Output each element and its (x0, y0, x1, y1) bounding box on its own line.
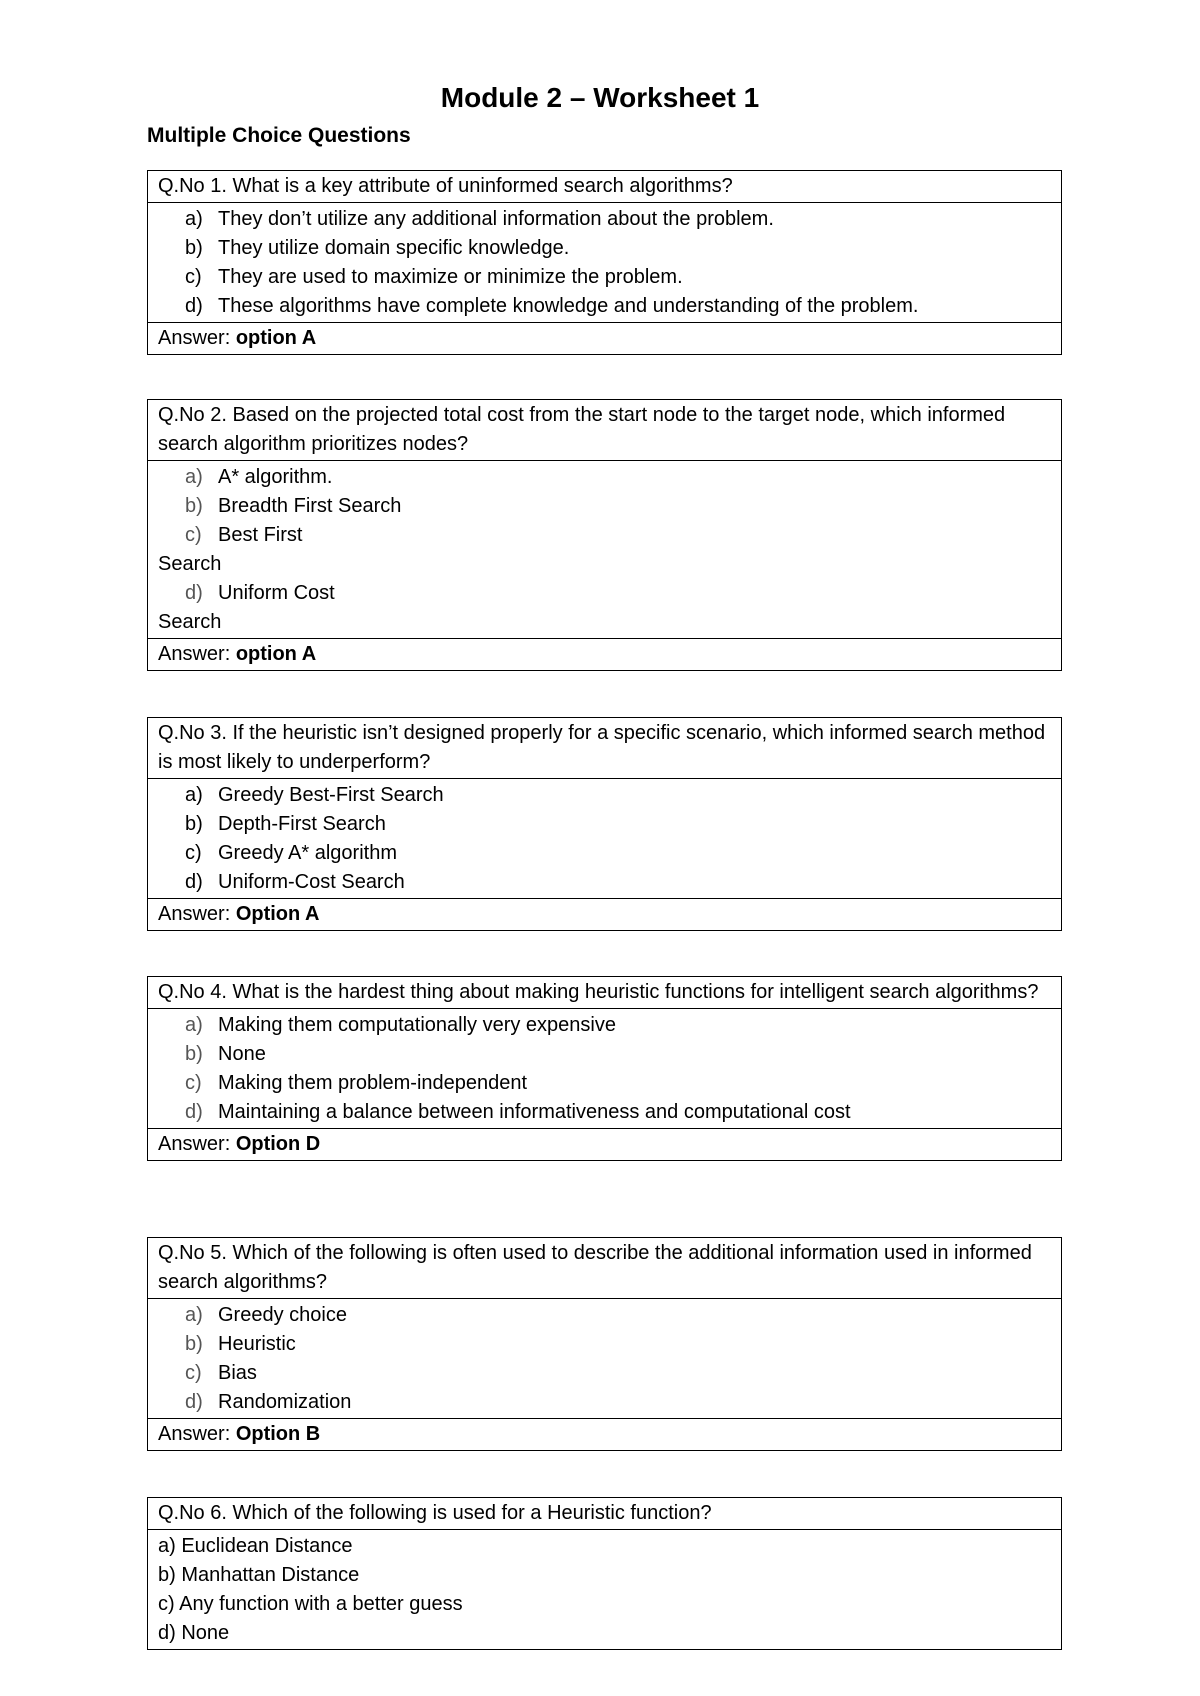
question-text: Q.No 5. Which of the following is often used to describe the additional information used in informed search algorithms? (148, 1238, 1061, 1299)
options-list (148, 1530, 1061, 1649)
answer-label: Answer: (158, 903, 236, 925)
option-letter: d) (185, 582, 203, 604)
option-letter: b) (185, 495, 203, 517)
option-letter: a) (185, 1014, 203, 1036)
question-block-2 (147, 399, 1062, 671)
option-text: A* algorithm. (218, 466, 333, 488)
option-text: Making them computationally very expensive (218, 1014, 616, 1036)
option-item (158, 263, 1051, 292)
option-letter: c) (185, 524, 202, 546)
options-list (148, 1009, 1061, 1128)
question-text: Q.No 4. What is the hardest thing about making heuristic functions for intelligent search algorithms? (148, 977, 1061, 1009)
answer-label: Answer: (158, 1423, 236, 1445)
answer-value: option A (235, 327, 317, 349)
question-text: Q.No 6. Which of the following is used for a Heuristic function? (148, 1498, 1061, 1530)
option-text: Best First (218, 524, 303, 546)
page-title: Module 2 – Worksheet 1 (440, 82, 760, 113)
answer-label: Answer: (158, 1133, 236, 1155)
option-text: Breadth First Search (218, 495, 402, 517)
answer-value: option A (235, 643, 317, 665)
answer-label: Answer: (158, 643, 236, 665)
option-text: Greedy A* algorithm (218, 842, 397, 864)
question-block-4 (147, 976, 1062, 1161)
option-letter: a) (185, 466, 203, 488)
question-text: Q.No 2. Based on the projected total cost from the start node to the target node, which informed search algorithm prioritizes nodes? (148, 400, 1061, 461)
option-text: Uniform-Cost Search (218, 871, 405, 893)
options-list (148, 203, 1061, 322)
option-text: Maintaining a balance between informativeness and computational cost (218, 1101, 851, 1123)
option-item (158, 234, 1051, 263)
option-letter: d) (185, 1391, 203, 1413)
option-item (158, 1040, 1051, 1069)
answer-label: Answer: (158, 327, 236, 349)
option-text: None (218, 1043, 266, 1065)
option-text: Greedy choice (218, 1304, 347, 1326)
options-list (148, 779, 1061, 898)
option-letter: c) (185, 266, 202, 288)
answer-row (148, 1128, 1061, 1160)
option-item (158, 839, 1051, 868)
option-item (158, 463, 1051, 492)
option-item (158, 292, 1051, 321)
option-letter: d) (185, 1101, 203, 1123)
answer-row (148, 898, 1061, 930)
question-text: Q.No 3. If the heuristic isn’t designed properly for a specific scenario, which informed search method is most likely to underperform? (148, 718, 1061, 779)
answer-row (148, 322, 1061, 354)
answer-row (148, 638, 1061, 670)
option-text: Making them problem-independent (218, 1072, 528, 1094)
answer-value: Option A (235, 903, 320, 925)
option-letter: c) (185, 842, 202, 864)
option-letter: c) (185, 1072, 202, 1094)
option-item (158, 1011, 1051, 1040)
option-item: a) Euclidean Distance (158, 1535, 353, 1557)
option-letter: a) (185, 208, 203, 230)
option-text: Randomization (218, 1391, 352, 1413)
option-continuation: Search (158, 553, 222, 575)
option-letter: a) (185, 784, 203, 806)
option-text: They don’t utilize any additional information about the problem. (218, 208, 774, 230)
option-item (158, 579, 1051, 608)
answer-row (148, 1418, 1061, 1450)
option-text: These algorithms have complete knowledge and understanding of the problem. (218, 295, 919, 317)
option-text: They are used to maximize or minimize the problem. (218, 266, 683, 288)
option-letter: d) (185, 295, 203, 317)
option-letter: b) (185, 1333, 203, 1355)
option-letter: a) (185, 1304, 203, 1326)
question-block-5 (147, 1237, 1062, 1451)
option-item (158, 1069, 1051, 1098)
option-item (158, 205, 1051, 234)
option-item (158, 868, 1051, 897)
option-item (158, 521, 1051, 550)
option-letter: d) (185, 871, 203, 893)
option-letter: b) (185, 237, 203, 259)
option-text: Bias (218, 1362, 257, 1384)
option-text: Depth-First Search (218, 813, 386, 835)
options-list (148, 1299, 1061, 1418)
option-item (158, 1098, 1051, 1127)
option-item: b) Manhattan Distance (158, 1564, 360, 1586)
option-text: Heuristic (218, 1333, 296, 1355)
option-item: d) None (158, 1622, 230, 1644)
option-item: c) Any function with a better guess (158, 1593, 463, 1615)
option-letter: b) (185, 813, 203, 835)
options-list (148, 461, 1061, 638)
option-continuation: Search (158, 611, 222, 633)
answer-value: Option B (235, 1423, 321, 1445)
option-item (158, 1388, 1051, 1417)
option-text: Uniform Cost (218, 582, 335, 604)
option-item (158, 492, 1051, 521)
option-letter: c) (185, 1362, 202, 1384)
option-item (158, 1359, 1051, 1388)
question-block-3 (147, 717, 1062, 931)
option-item (158, 1301, 1051, 1330)
option-item (158, 810, 1051, 839)
section-subtitle: Multiple Choice Questions (147, 124, 411, 147)
option-item (158, 1330, 1051, 1359)
question-text: Q.No 1. What is a key attribute of uninformed search algorithms? (148, 171, 1061, 203)
option-item (158, 781, 1051, 810)
question-block-1 (147, 170, 1062, 355)
answer-value: Option D (235, 1133, 321, 1155)
option-text: They utilize domain specific knowledge. (218, 237, 570, 259)
option-letter: b) (185, 1043, 203, 1065)
option-text: Greedy Best-First Search (218, 784, 444, 806)
question-block-6 (147, 1497, 1062, 1650)
